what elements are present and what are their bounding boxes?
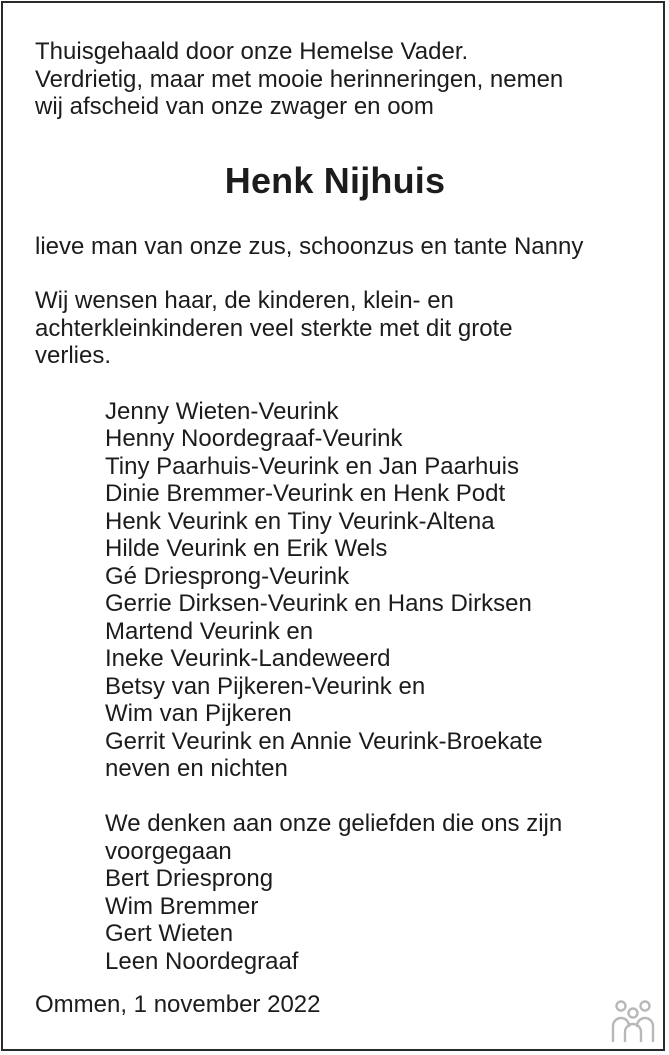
family-member: Gerrie Dirksen-Veurink en Hans Dirksen [105, 590, 532, 617]
intro-line: Thuisgehaald door onze Hemelse Vader. [35, 38, 469, 65]
family-list [105, 398, 645, 783]
intro-line: Verdrietig, maar met mooie herinneringen, nemen [35, 65, 564, 93]
family-member: Dinie Bremmer-Veurink en Henk Podt [105, 480, 506, 507]
relation-line: lieve man van onze zus, schoonzus en tante Nanny [35, 232, 584, 260]
family-member: Betsy van Pijkeren-Veurink en [105, 672, 426, 700]
condolence-line: achterkleinkinderen veel sterkte met dit grote [35, 314, 513, 342]
remembrance-line: Bert Driesprong [105, 865, 274, 892]
family-member: Jenny Wieten-Veurink [105, 397, 339, 425]
remembrance-list [105, 810, 645, 975]
intro-line: wij afscheid van onze zwager en oom [35, 93, 434, 120]
intro-text [35, 38, 645, 121]
condolence-text [35, 287, 645, 370]
deceased-name: Henk Nijhuis [224, 159, 446, 201]
family-member: Martend Veurink en [105, 617, 314, 645]
family-member: neven en nichten [105, 755, 288, 782]
family-member: Henk Veurink en Tiny Veurink-Altena [105, 507, 495, 535]
family-member: Henny Noordegraaf-Veurink [105, 425, 403, 452]
family-member: Gerrit Veurink en Annie Veurink-Broekate [105, 727, 543, 755]
announcement-body [35, 38, 645, 975]
remembrance-line: Wim Bremmer [105, 892, 259, 920]
family-member: Gé Driesprong-Veurink [105, 562, 350, 590]
family-member: Tiny Paarhuis-Veurink en Jan Paarhuis [105, 452, 519, 480]
place-and-date: Ommen, 1 november 2022 [35, 991, 321, 1018]
condolence-line: Wij wensen haar, de kinderen, klein- en [35, 287, 454, 314]
remembrance-line: voorgegaan [105, 837, 232, 865]
family-member: Hilde Veurink en Erik Wels [105, 535, 388, 562]
remembrance-line: Gert Wieten [105, 920, 234, 947]
remembrance-line: Leen Noordegraaf [105, 947, 299, 975]
family-member: Ineke Veurink-Landeweerd [105, 645, 391, 672]
condolence-line: verlies. [35, 342, 112, 369]
remembrance-line: We denken aan onze geliefden die ons zijn [105, 810, 563, 837]
people-group-icon [607, 1000, 659, 1042]
family-member: Wim van Pijkeren [105, 700, 292, 727]
